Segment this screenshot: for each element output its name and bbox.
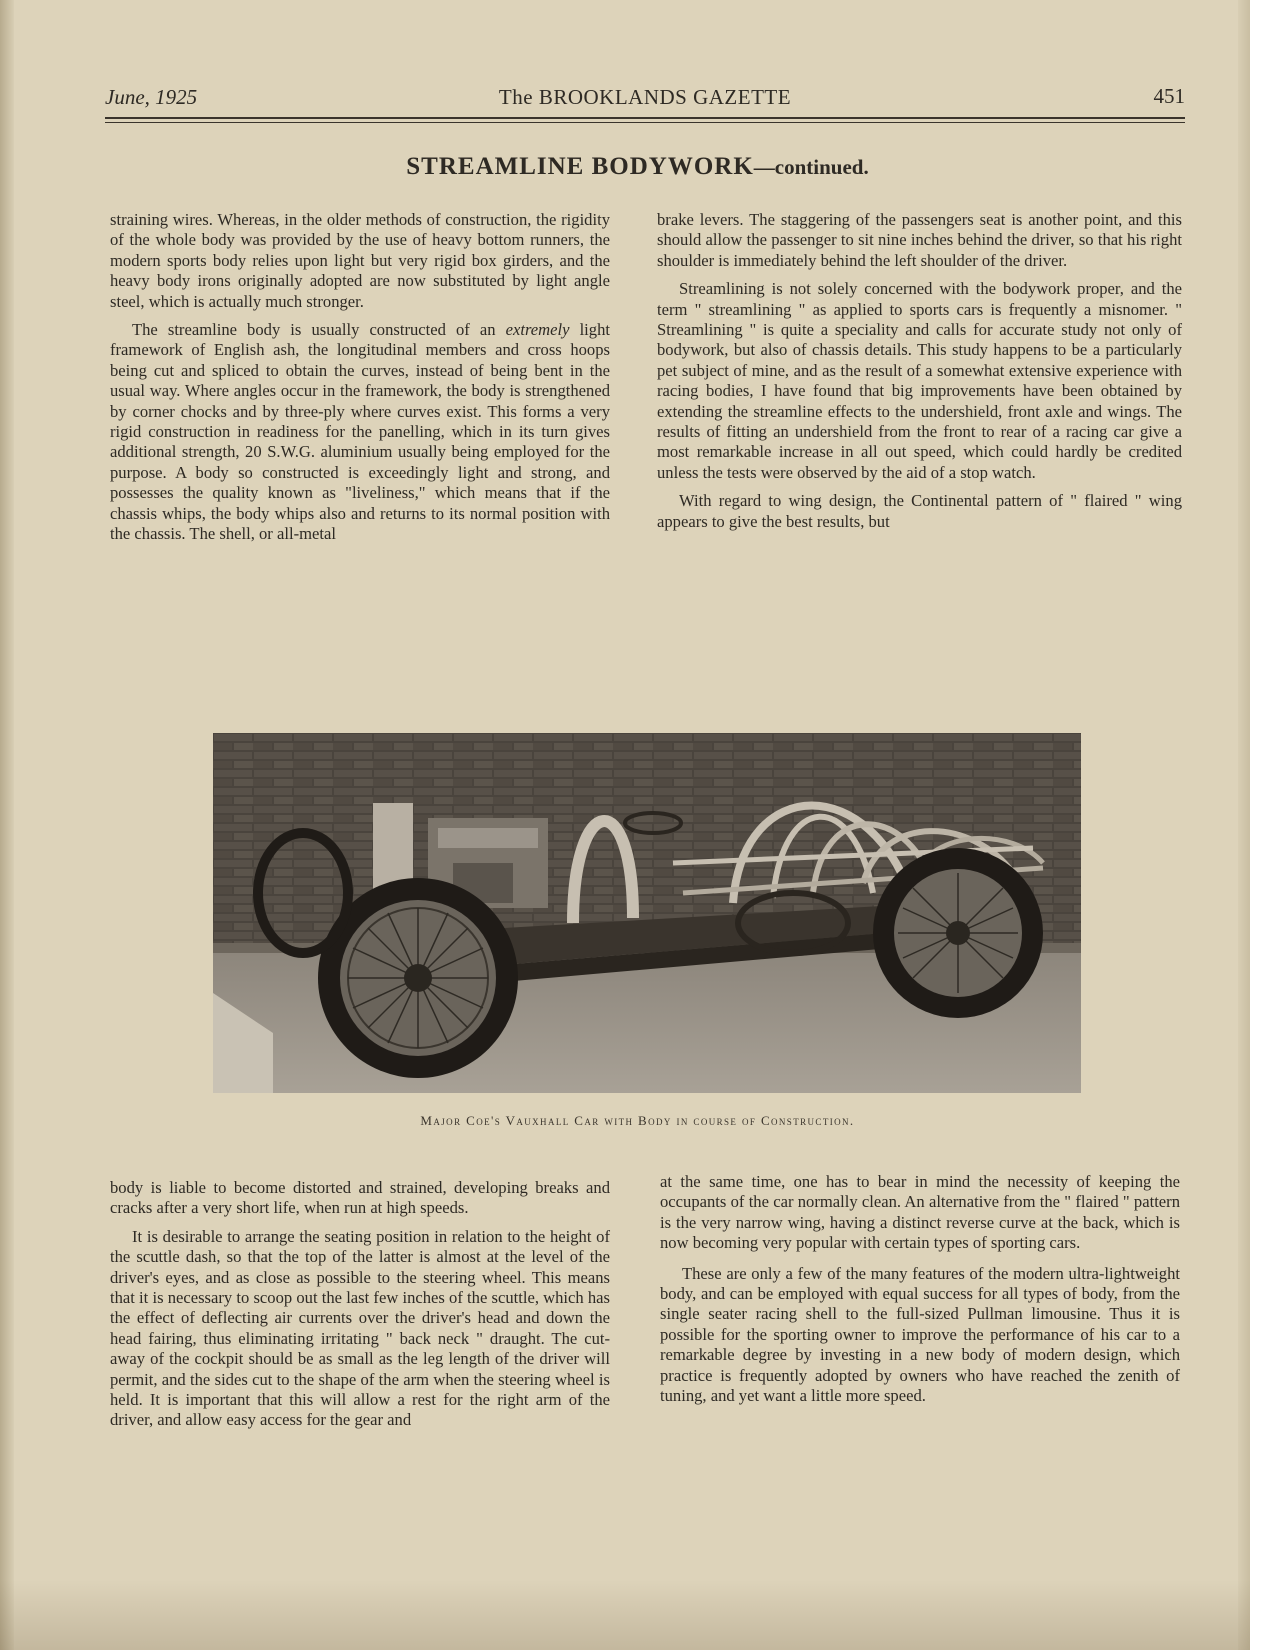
column-top-right	[657, 210, 1182, 532]
paragraph: With regard to wing design, the Continental pattern of " flaired " wing appears to give the best results, but	[657, 491, 1182, 531]
header-rule-thin	[105, 122, 1185, 123]
column-bottom-left	[110, 1178, 610, 1431]
article-title	[0, 153, 1275, 181]
figure-caption: Major Coe's Vauxhall Car with Body in course of Construction.	[420, 1113, 855, 1128]
paragraph: These are only a few of the many features of the modern ultra-lightweight body, and can be employed with equal success for all types of body, from the single seater racing shell to the full-sized Pullman limousine. Thus it is possible for the sporting owner to improve the performance of his car to a remarkable degree by investing in a new body of modern design, which practice is frequently adopted by owners who have reached the zenith of tuning, and yet want a little more speed.	[660, 1263, 1180, 1406]
page-binding-edge	[0, 0, 14, 1650]
article-title-continued: —continued.	[753, 155, 869, 179]
paragraph: It is desirable to arrange the seating position in relation to the height of the scuttle dash, so that the top of the latter is almost at the level of the driver's eyes, and as close as possible to the steering wheel. This means that it is necessary to scoop out the last few inches of the scuttle, which has the effect of deflecting air currents over the driver's head and down the head fairing, thus eliminating irritating " back neck " draught. The cut-away of the cockpit should be as small as the leg length of the driver will permit, and the sides cut to the shape of the arm when the steering wheel is held. It is important that this will allow a rest for the right arm of the driver, and allow easy access for the gear and	[110, 1226, 610, 1430]
car-chassis-photo	[213, 733, 1081, 1093]
paragraph: Streamlining is not solely concerned with the bodywork proper, and the term " streamlining " as applied to sports cars is frequently a misnomer. " Streamlining " is quite a speciality and calls for accurate study not only of bodywork, but also of chassis details. This study happens to be a particularly pet subject of mine, and as the result of a somewhat extensive experience with racing bodies, I have found that big improvements have been obtained by extending the streamline effects to the undershield, front axle and wings. The results of fitting an undershield from the front to rear of a racing car give a most remarkable increase in all out speed, which could hardly be credited unless the tests were observed by the aid of a stop watch.	[657, 279, 1182, 482]
paragraph: The streamline body is usually constructed of an extremely light framework of English ash, the longitudinal members and cross hoops being cut and spliced to obtain the curves, instead of being bent in the usual way. Where angles occur in the framework, the body is strengthened by corner chocks and by three-ply where curves exist. This forms a very rigid construction in readiness for the panelling, which in its turn gives additional strength, 20 S.W.G. aluminium usually being employed for the purpose. A body so constructed is exceedingly light and strong, and possesses the quality known as "liveliness," which means that if the chassis whips, the body whips also and returns to its normal position with the chassis. The shell, or all-metal	[110, 320, 610, 544]
column-bottom-right	[660, 1172, 1180, 1406]
page-number: 451	[1153, 84, 1185, 108]
issue-date: June, 1925	[105, 85, 198, 109]
page-bottom-shade	[0, 1580, 1250, 1650]
running-header	[105, 85, 1185, 115]
paragraph: body is liable to become distorted and strained, developing breaks and cracks after a very short life, when run at high speeds.	[110, 1178, 610, 1218]
article-title-main: STREAMLINE BODYWORK	[406, 153, 754, 180]
scan-margin	[1250, 0, 1275, 1650]
header-rule-thick	[105, 117, 1185, 119]
emphasis: extremely	[505, 320, 570, 340]
column-top-left	[110, 210, 610, 545]
page-right-shadow	[1238, 0, 1250, 1650]
paragraph: straining wires. Whereas, in the older methods of construction, the rigidity of the whole body was provided by the use of heavy bottom runners, the modern sports body relies upon light but very rigid box girders, and the heavy body irons originally adopted are now substituted by light angle steel, which is actually much stronger.	[110, 210, 610, 311]
paragraph: at the same time, one has to bear in mind the necessity of keeping the occupants of the car normally clean. An alternative from the " flaired " pattern is the very narrow wing, having a distinct reverse curve at the back, which is now becoming very popular with certain types of sporting cars.	[660, 1172, 1180, 1253]
paragraph: brake levers. The staggering of the passengers seat is another point, and this should allow the passenger to sit nine inches behind the driver, so that his right shoulder is immediately behind the left shoulder of the driver.	[657, 210, 1182, 270]
publication-title: The BROOKLANDS GAZETTE	[498, 85, 792, 109]
